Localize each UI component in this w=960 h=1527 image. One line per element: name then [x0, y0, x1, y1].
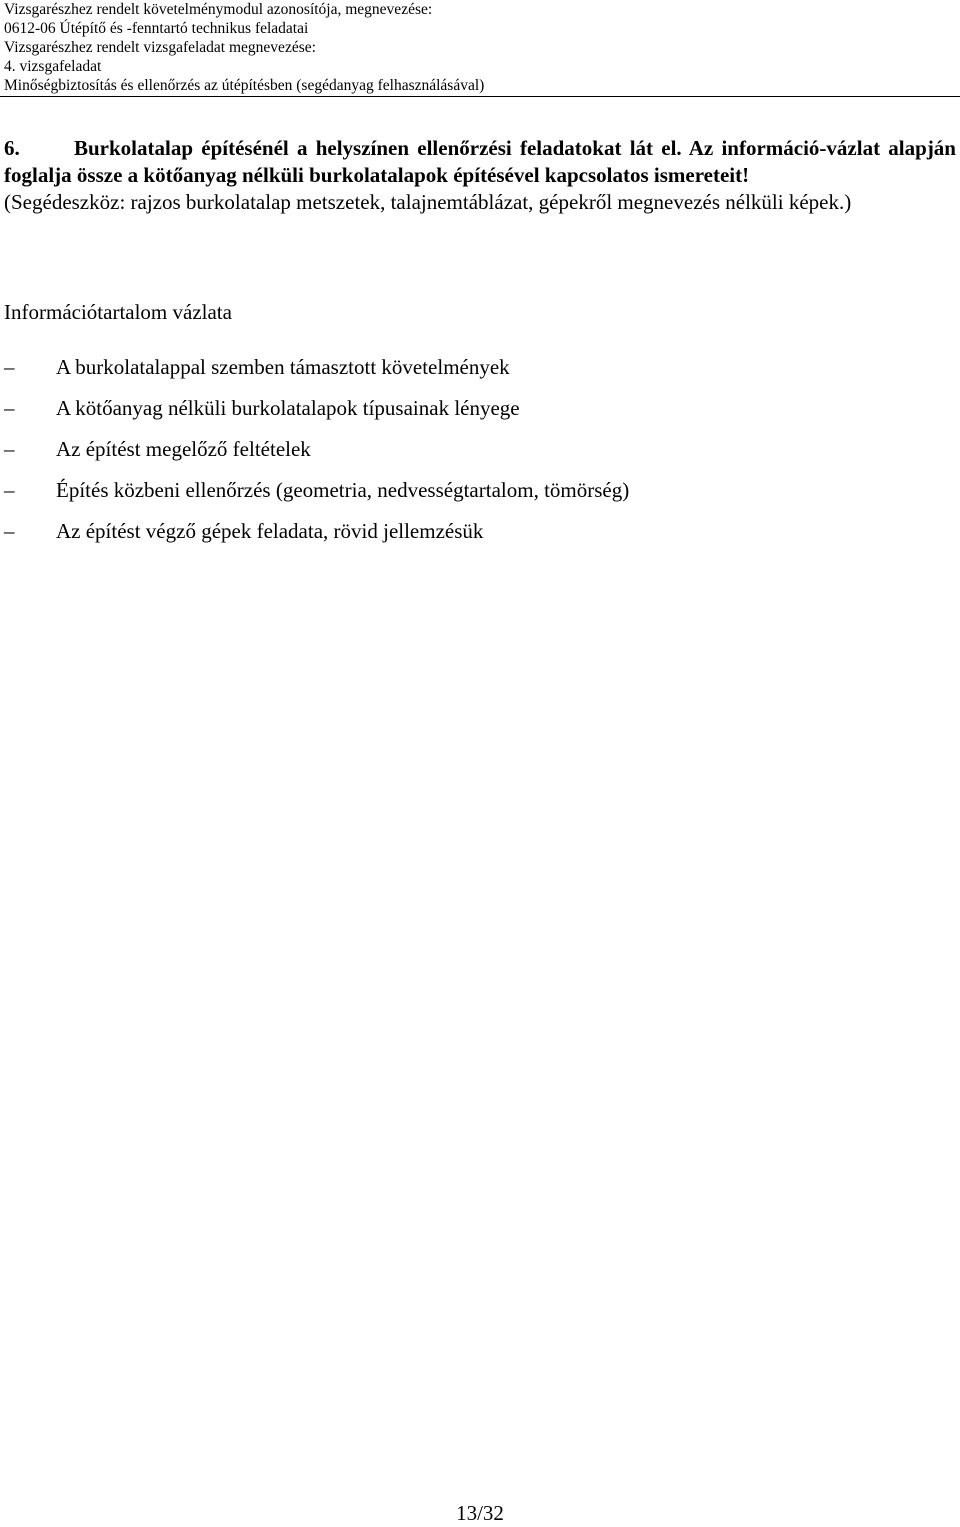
- list-item-text: Építés közbeni ellenőrzés (geometria, nedvességtartalom, tömörség): [56, 478, 630, 502]
- dash-bullet-icon: –: [4, 396, 15, 420]
- list-item: [4, 477, 944, 518]
- list-item: [4, 518, 944, 559]
- task-number: 6.: [4, 136, 20, 160]
- outline-title: Információtartalom vázlata: [4, 300, 232, 324]
- dash-bullet-icon: –: [4, 355, 15, 379]
- task-aids-note: (Segédeszköz: rajzos burkolatalap metszetek, talajnemtáblázat, gépekről megnevezés nélküli képek.): [4, 190, 852, 214]
- dash-bullet-icon: –: [4, 519, 15, 543]
- list-item-text: Az építést végző gépek feladata, rövid jellemzésük: [56, 519, 484, 543]
- dash-bullet-icon: –: [4, 437, 15, 461]
- list-item-text: A kötőanyag nélküli burkolatalapok típusainak lényege: [56, 396, 520, 420]
- list-item: [4, 436, 944, 477]
- task-heading: [4, 135, 956, 189]
- task-heading-text: Burkolatalap építésénél a helyszínen ellenőrzési feladatokat lát el. Az információ-vázlat alapján foglalja össze a kötőanyag nélküli burkolatalapok építésével kapcsolatos ismereteit!: [4, 136, 956, 187]
- page-header: [4, 0, 944, 95]
- header-task-name: Minőségbiztosítás és ellenőrzés az útépítésben (segédanyag felhasználásával): [4, 77, 485, 94]
- header-task-number: 4. vizsgafeladat: [4, 58, 102, 75]
- page-number: 13/32: [456, 1501, 504, 1525]
- list-item: [4, 395, 944, 436]
- dash-bullet-icon: –: [4, 478, 15, 502]
- task-block: [4, 135, 956, 216]
- header-divider: [0, 96, 960, 97]
- outline-list: [4, 354, 944, 559]
- list-item-text: Az építést megelőző feltételek: [56, 437, 311, 461]
- list-item: [4, 354, 944, 395]
- header-module-label: Vizsgarészhez rendelt követelménymodul azonosítója, megnevezése:: [4, 1, 433, 18]
- header-task-label: Vizsgarészhez rendelt vizsgafeladat megnevezése:: [4, 39, 316, 56]
- list-item-text: A burkolatalappal szemben támasztott követelmények: [56, 355, 510, 379]
- header-module-name: 0612-06 Útépítő és -fenntartó technikus feladatai: [4, 20, 309, 37]
